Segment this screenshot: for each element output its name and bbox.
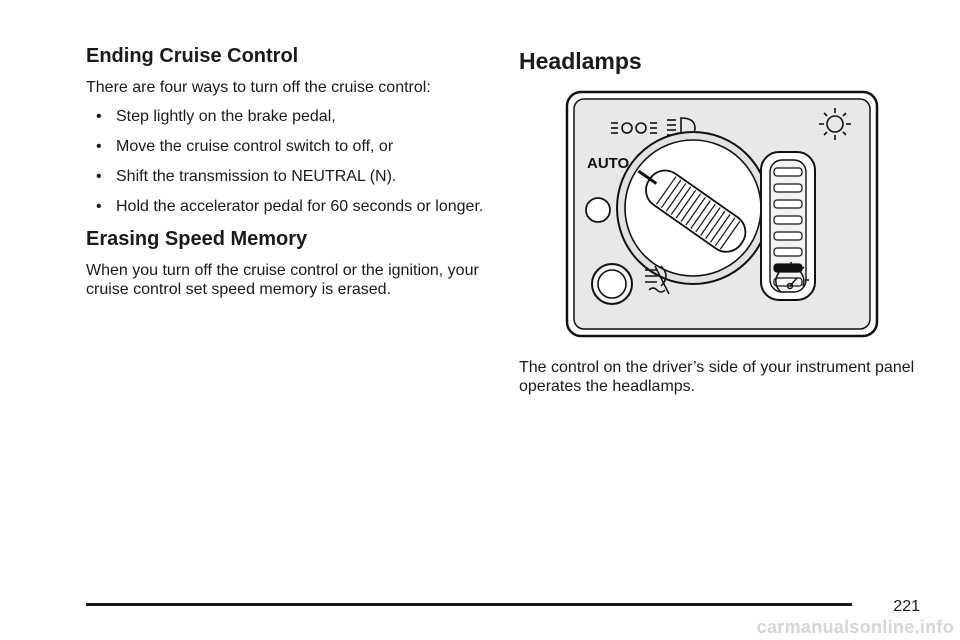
list-item [86, 137, 486, 156]
section-body: When you turn off the cruise control or the ignition, your cruise control set speed memory is erased. [86, 262, 479, 298]
section-heading-erasing-speed-memory: Erasing Speed Memory [86, 228, 308, 250]
right-column [519, 44, 939, 395]
list-item [86, 167, 486, 186]
bullet-glyph: • [96, 198, 102, 215]
headlamp-rotary-knob [617, 132, 769, 284]
fog-lamp-knob [592, 264, 632, 304]
bullet-glyph: • [96, 138, 102, 155]
round-button [586, 198, 610, 222]
section-intro: There are four ways to turn off the cruise control: [86, 79, 431, 96]
left-column [86, 44, 486, 299]
instrument-dimmer-wheel [761, 152, 815, 300]
watermark: carmanualsonline.info [756, 617, 954, 637]
figure-caption: The control on the driver’s side of your instrument panel operates the headlamps. [519, 359, 915, 395]
list-item [86, 107, 486, 126]
bullet-glyph: • [96, 168, 102, 185]
footer-rule [86, 603, 852, 606]
list-item-text: Hold the accelerator pedal for 60 seconds or longer. [116, 198, 484, 215]
section-heading-headlamps: Headlamps [519, 48, 642, 74]
bullet-glyph: • [96, 108, 102, 125]
list-item [86, 197, 486, 216]
page-number: 221 [893, 598, 920, 615]
section-heading-ending-cruise-control: Ending Cruise Control [86, 45, 299, 67]
auto-label: AUTO [587, 155, 630, 172]
list-item-text: Step lightly on the brake pedal, [116, 108, 336, 125]
bullet-list [86, 107, 486, 216]
list-item-text: Move the cruise control switch to off, or [116, 138, 394, 155]
list-item-text: Shift the transmission to NEUTRAL (N). [116, 168, 397, 185]
headlamp-control-illustration [565, 90, 879, 338]
